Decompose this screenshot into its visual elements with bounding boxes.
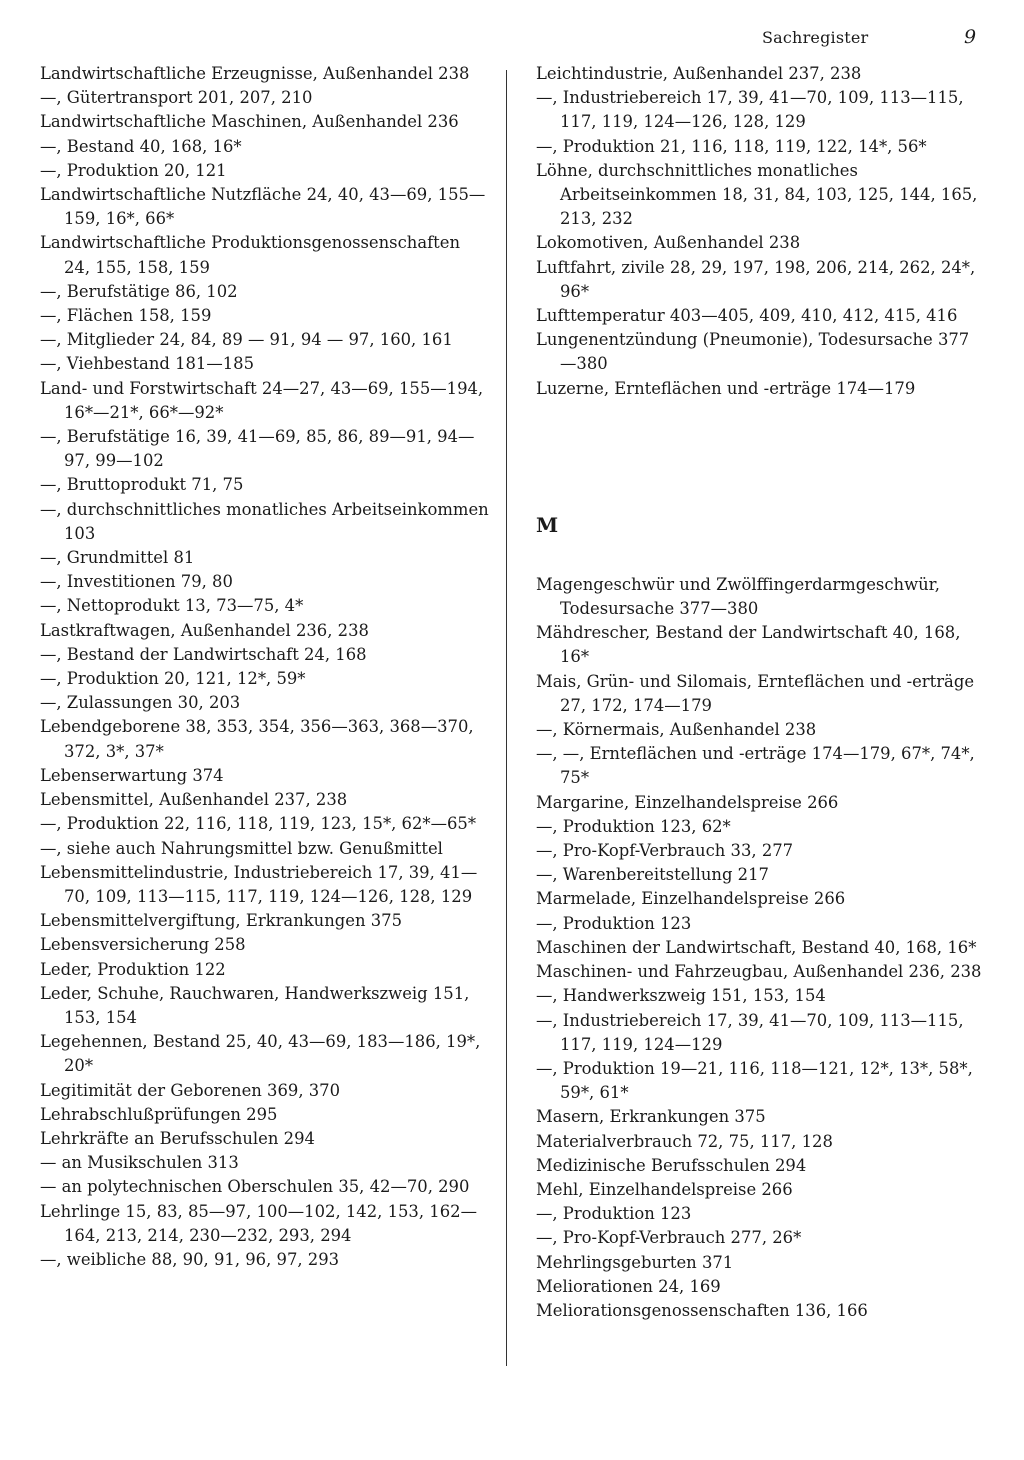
index-entry: —, Industriebereich 17, 39, 41—70, 109, 113—115, 117, 119, 124—129: [536, 1010, 964, 1054]
index-entry: Materialverbrauch 72, 75, 117, 128: [536, 1131, 833, 1151]
column-divider: [506, 70, 507, 1366]
index-entry: Lastkraftwagen, Außenhandel 236, 238: [40, 620, 369, 640]
index-entry: Masern, Erkrankungen 375: [536, 1107, 766, 1127]
index-entry: Magengeschwür und Zwölffingerdarmgeschwür, Todesursache 377—380: [536, 574, 940, 619]
index-entry: —, Produktion 22, 116, 118, 119, 123, 15*, 62*—65*: [40, 814, 477, 834]
index-entry: Landwirtschaftliche Nutzfläche 24, 40, 43—69, 155—159, 16*, 66*: [40, 185, 486, 229]
index-entry: —, Berufstätige 86, 102: [40, 281, 238, 301]
index-entry: Mehl, Einzelhandelspreise 266: [536, 1179, 793, 1199]
index-entry: Maschinen der Landwirtschaft, Bestand 40, 168, 16*: [536, 937, 977, 957]
index-entry: Lebenserwartung 374: [40, 765, 224, 785]
index-entry: Lebensmittelindustrie, Industriebereich 17, 39, 41—70, 109, 113—115, 117, 119, 124—126, 128, 129: [40, 862, 478, 906]
index-entry: —, Grundmittel 81: [40, 548, 195, 568]
index-entry: —, Bruttoprodukt 71, 75: [40, 475, 244, 495]
index-entry: —, Produktion 20, 121, 12*, 59*: [40, 669, 306, 689]
index-entry: —, durchschnittliches monatliches Arbeitseinkommen 103: [40, 499, 489, 543]
index-entry: Landwirtschaftliche Produktionsgenossenschaften 24, 155, 158, 159: [40, 233, 461, 277]
index-entry: Lokomotiven, Außenhandel 238: [536, 233, 801, 253]
index-entry: Lungenentzündung (Pneumonie), Todesursache 377—380: [536, 330, 970, 374]
index-entry: Landwirtschaftliche Erzeugnisse, Außenhandel 238: [40, 64, 470, 83]
index-entry: —, Produktion 123: [536, 1204, 692, 1224]
index-entry: —, Pro-Kopf-Verbrauch 33, 277: [536, 841, 794, 861]
index-entry: —, Produktion 19—21, 116, 118—121, 12*, 13*, 58*, 59*, 61*: [536, 1058, 973, 1103]
index-entry: —, Warenbereitstellung 217: [536, 865, 769, 885]
index-entry: —, —, Ernteflächen und -erträge 174—179, 67*, 74*, 75*: [536, 744, 975, 788]
index-entry: Marmelade, Einzelhandelspreise 266: [536, 889, 846, 909]
index-entry: —, Bestand 40, 168, 16*: [40, 136, 242, 156]
index-entry: —, Industriebereich 17, 39, 41—70, 109, 113—115, 117, 119, 124—126, 128, 129: [536, 88, 964, 132]
index-entry: Löhne, durchschnittliches monatliches Arbeitseinkommen 18, 31, 84, 103, 125, 144, 165, 213, 232: [536, 160, 978, 229]
index-entry: —, Körnermais, Außenhandel 238: [536, 720, 817, 740]
index-entry: —, Produktion 21, 116, 118, 119, 122, 14*, 56*: [536, 136, 927, 156]
index-entry: Luzerne, Ernteflächen und -erträge 174—179: [536, 378, 916, 398]
index-entry: — an Musikschulen 313: [40, 1153, 239, 1173]
index-entry: —, Produktion 123: [536, 913, 692, 933]
index-entry: Lufttemperatur 403—405, 409, 410, 412, 415, 416: [536, 306, 958, 326]
index-entry: —, Zulassungen 30, 203: [40, 693, 241, 713]
index-column-right: [536, 62, 982, 1323]
index-entry: Medizinische Berufsschulen 294: [536, 1155, 807, 1175]
index-entry: Mehrlingsgeburten 371: [536, 1252, 734, 1272]
index-entry: —, Pro-Kopf-Verbrauch 277, 26*: [536, 1228, 802, 1248]
section-letter-heading: M: [536, 512, 559, 537]
index-entry: Lebendgeborene 38, 353, 354, 356—363, 368—370, 372, 3*, 37*: [40, 717, 474, 761]
index-entry: Leichtindustrie, Außenhandel 237, 238: [536, 64, 862, 83]
index-entry: Leder, Schuhe, Rauchwaren, Handwerkszweig 151, 153, 154: [40, 983, 470, 1027]
index-entry: Leder, Produktion 122: [40, 959, 226, 979]
index-entry: Lehrkräfte an Berufsschulen 294: [40, 1128, 315, 1148]
index-entry: —, Produktion 20, 121: [40, 160, 227, 180]
index-entry: Luftfahrt, zivile 28, 29, 197, 198, 206, 214, 262, 24*, 96*: [536, 257, 976, 301]
index-column-left: [40, 62, 490, 1272]
index-entry: Margarine, Einzelhandelspreise 266: [536, 792, 839, 812]
index-entry: —, Flächen 158, 159: [40, 306, 212, 326]
index-entry: — an polytechnischen Oberschulen 35, 42—70, 290: [40, 1177, 470, 1197]
index-entry: —, Bestand der Landwirtschaft 24, 168: [40, 644, 367, 664]
index-entry: Lebensversicherung 258: [40, 935, 246, 955]
index-entry: Meliorationen 24, 169: [536, 1276, 721, 1296]
index-entry: Lebensmittelvergiftung, Erkrankungen 375: [40, 911, 403, 931]
index-entry: Legehennen, Bestand 25, 40, 43—69, 183—186, 19*, 20*: [40, 1032, 481, 1076]
index-entry: —, Mitglieder 24, 84, 89 — 91, 94 — 97, 160, 161: [40, 330, 453, 350]
running-head: Sachregister: [762, 28, 869, 47]
index-entry: —, Berufstätige 16, 39, 41—69, 85, 86, 89—91, 94—97, 99—102: [40, 427, 475, 471]
index-entry: Mähdrescher, Bestand der Landwirtschaft 40, 168, 16*: [536, 623, 961, 667]
index-entry: Meliorationsgenossenschaften 136, 166: [536, 1300, 868, 1320]
index-entry: —, Investitionen 79, 80: [40, 572, 233, 592]
page-number: 9: [964, 26, 977, 48]
index-entry: Legitimität der Geborenen 369, 370: [40, 1080, 341, 1100]
index-entry: Lebensmittel, Außenhandel 237, 238: [40, 790, 348, 810]
index-entry: —, siehe auch Nahrungsmittel bzw. Genußmittel: [40, 838, 443, 858]
index-entry: —, Gütertransport 201, 207, 210: [40, 88, 313, 108]
index-entry: —, Nettoprodukt 13, 73—75, 4*: [40, 596, 304, 616]
index-entry: Maschinen- und Fahrzeugbau, Außenhandel 236, 238: [536, 962, 982, 982]
index-entry: Land- und Forstwirtschaft 24—27, 43—69, 155—194, 16*—21*, 66*—92*: [40, 378, 484, 422]
index-entry: Lehrabschlußprüfungen 295: [40, 1104, 278, 1124]
index-entry: —, Produktion 123, 62*: [536, 816, 731, 836]
index-entry: —, Handwerkszweig 151, 153, 154: [536, 986, 826, 1006]
index-entry: —, Viehbestand 181—185: [40, 354, 255, 374]
index-entry: —, weibliche 88, 90, 91, 96, 97, 293: [40, 1249, 340, 1269]
index-entry: Mais, Grün- und Silomais, Ernteflächen und -erträge 27, 172, 174—179: [536, 671, 975, 715]
index-entry: Lehrlinge 15, 83, 85—97, 100—102, 142, 153, 162—164, 213, 214, 230—232, 293, 294: [40, 1201, 477, 1245]
index-entry: Landwirtschaftliche Maschinen, Außenhandel 236: [40, 112, 459, 132]
